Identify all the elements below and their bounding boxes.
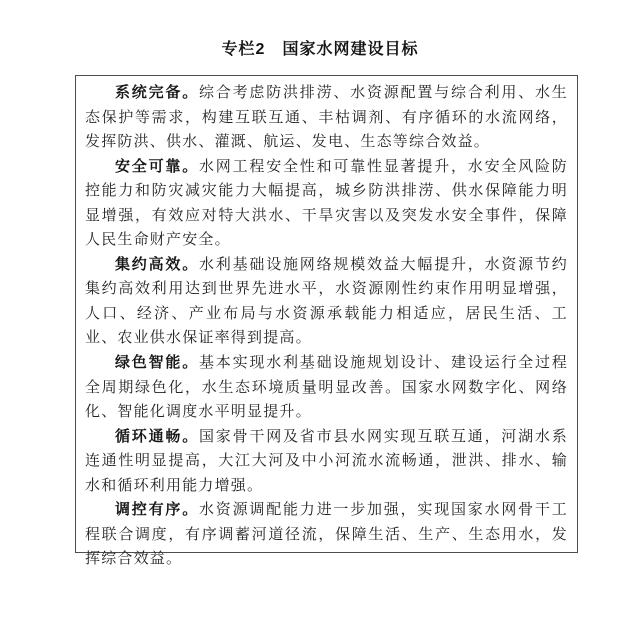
goal-lead-efficiency: 集约高效。	[115, 256, 199, 273]
page-title: 专栏2 国家水网建设目标	[221, 41, 419, 58]
goal-body-efficiency: 水利基础设施网络规模效益大幅提升，水资源节约集约高效利用达到世界先进水平，水资源刚性约束作用明显增强，人口、经济、产业布局与水资源承载能力相适应，居民生活、工业、农业供水保证率得到提高。	[85, 256, 568, 347]
goal-paragraph-circulation	[85, 425, 568, 499]
goal-body-safety: 水网工程安全性和可靠性显著提升，水安全风险防控能力和防灾减灾能力大幅提高，城乡防洪排涝、供水保障能力明显增强，有效应对特大洪水、干旱灾害以及突发水安全事件，保障人民生命财产安全。	[85, 158, 568, 249]
goal-lead-safety: 安全可靠。	[115, 158, 199, 175]
goals-panel	[75, 75, 578, 568]
goal-body-regulation: 水资源调配能力进一步加强，实现国家水网骨干工程联合调度，有序调蓄河道径流，保障生活、生产、生态用水，发挥综合效益。	[85, 502, 568, 568]
goal-body-circulation: 国家骨干网及省市县水网实现互联互通，河湖水系连通性明显提高，大江大河及中小河流水流畅通，泄洪、排水、输水和循环利用能力增强。	[85, 428, 568, 494]
goal-body-green-smart: 基本实现水利基础设施规划设计、建设运行全过程全周期绿色化，水生态环境质量明显改善。国家水网数字化、网络化、智能化调度水平明显提升。	[85, 355, 568, 421]
goal-lead-system: 系统完备。	[115, 85, 199, 101]
goal-lead-circulation: 循环通畅。	[115, 428, 199, 445]
goal-paragraph-green-smart	[85, 351, 568, 425]
goal-paragraph-efficiency	[85, 253, 568, 351]
goal-paragraph-system	[85, 81, 568, 155]
goal-paragraph-safety	[85, 155, 568, 253]
goal-lead-regulation: 调控有序。	[115, 502, 199, 519]
goal-lead-green-smart: 绿色智能。	[115, 355, 199, 372]
goal-paragraph-regulation	[85, 498, 568, 572]
goal-body-system: 综合考虑防洪排涝、水资源配置与综合利用、水生态保护等需求，构建互联互通、丰枯调剂、有序循环的水流网络，发挥防洪、供水、灌溉、航运、发电、生态等综合效益。	[85, 85, 568, 151]
